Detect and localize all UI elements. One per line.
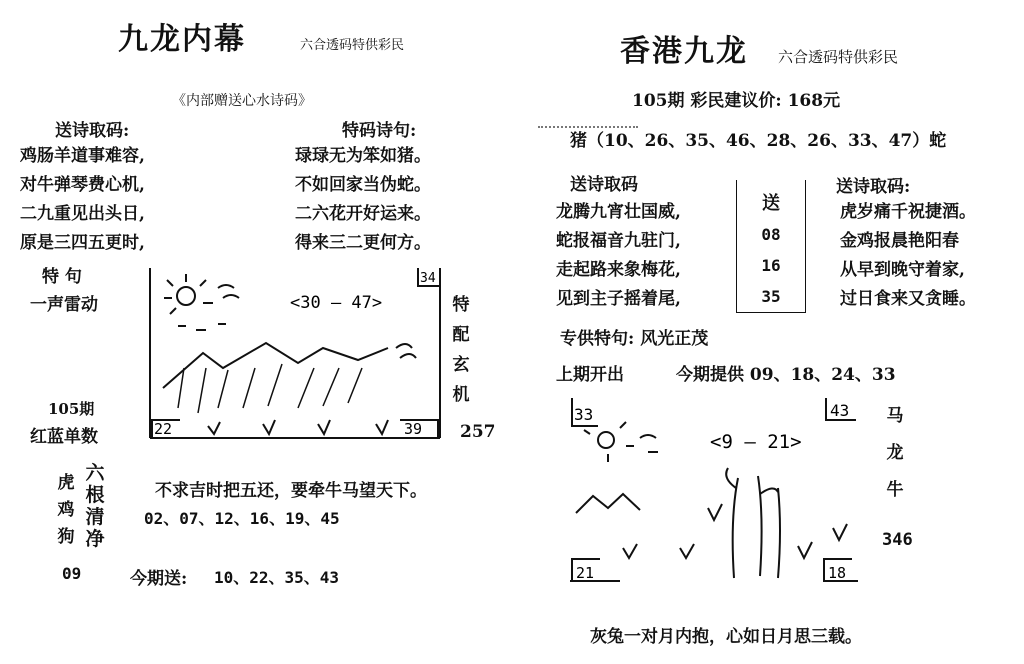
zodiac-char: 鸡 <box>57 500 75 520</box>
right-range-text: <9 — 21> <box>710 431 802 453</box>
special-line: 琭琭无为笨如猪。 <box>295 146 431 166</box>
gift-box-item: 16 <box>761 256 781 275</box>
special-line: 得来三二更何方。 <box>295 233 431 253</box>
left-poem-lines <box>20 142 145 258</box>
left-subtitle: 六合透码特供彩民 <box>300 38 405 53</box>
proverb: 不求吉时把五还，要牵牛马望天下。 <box>155 481 427 501</box>
animals-value: 346 <box>882 530 913 550</box>
numbers-line: 02、07、12、16、19、45 <box>144 509 340 528</box>
mountain-outline-icon <box>576 494 640 513</box>
gift-box-item: 送 <box>762 193 780 214</box>
right-bottom-line: 灰兔一对月内抱，心如日月思三载。 <box>590 627 862 647</box>
left-poem-header: 送诗取码: <box>55 121 130 141</box>
left-corner-br: 39 <box>404 420 423 438</box>
special-phrase: 专供特句: 风光正茂 <box>560 329 709 349</box>
pairing-char: 特配玄机 <box>452 295 470 405</box>
gift-box-item: 35 <box>761 287 781 306</box>
left-corner-tr: 34 <box>420 271 436 286</box>
left-special-lines <box>295 142 431 258</box>
gift-box <box>736 180 806 313</box>
red-blue-label: 红蓝单数 <box>30 427 98 447</box>
right-sketch <box>568 398 868 583</box>
right-title: 香港九龙 <box>620 34 748 69</box>
zodiac-char: 狗 <box>57 527 75 547</box>
bottom-number: 09 <box>62 564 82 583</box>
poem-line: 蛇报福音九驻门, <box>556 231 681 251</box>
sun-rays-icon <box>584 422 658 462</box>
poem-line: 从早到晚守着家, <box>840 260 965 280</box>
left-banner: 《内部赠送心水诗码》 <box>172 93 312 109</box>
tree-icon <box>396 344 416 358</box>
right-poem-header-right: 送诗取码: <box>836 177 911 197</box>
six-roots-column <box>84 462 106 550</box>
six-roots-char: 清 <box>85 506 105 528</box>
tree-trunk-icon <box>733 476 780 578</box>
today-numbers: 10、22、35、43 <box>214 568 340 587</box>
today-provide: 今期提供 09、18、24、33 <box>676 365 896 385</box>
right-corner-tr: 43 <box>830 401 850 420</box>
poem-line: 鸡肠羊道事难容, <box>20 146 145 166</box>
special-line: 不如回家当伪蛇。 <box>295 175 431 195</box>
zodiac-char: 虎 <box>57 473 75 493</box>
right-poem-left <box>556 198 681 314</box>
grass-strokes-icon <box>178 364 362 413</box>
left-period: 105期 <box>48 400 95 418</box>
right-poem-right <box>840 198 976 314</box>
right-period-line: 105期 彩民建议价: 168元 <box>632 91 841 111</box>
rain-dashes-icon <box>178 324 226 330</box>
thunder-label: 一声雷动 <box>30 295 98 315</box>
tree-branch-icon <box>726 468 778 494</box>
poem-line: 龙腾九宵壮国威, <box>556 202 681 222</box>
sun-icon <box>177 287 195 305</box>
right-corner-tl: 33 <box>574 405 594 424</box>
right-subtitle: 六合透码特供彩民 <box>778 48 899 66</box>
today-label: 今期送: <box>130 569 188 589</box>
sprout-icon <box>623 504 847 558</box>
right-corner-bl: 21 <box>576 564 595 582</box>
poem-line: 二九重见出头日, <box>20 204 145 224</box>
animal-char: 龙 <box>886 443 904 463</box>
left-special-header: 特码诗句: <box>342 121 417 141</box>
poem-line: 走起路来象梅花, <box>556 260 681 280</box>
left-title: 九龙内幕 <box>118 22 246 57</box>
special-line: 二六花开好运来。 <box>295 204 431 224</box>
gift-box-item: 08 <box>761 225 781 244</box>
six-roots-char: 六 <box>85 462 105 484</box>
poem-line: 虎岁痛千祝捷酒。 <box>840 202 976 222</box>
poem-line: 过日食来又贪睡。 <box>840 289 976 309</box>
last-period-label: 上期开出 <box>556 365 624 385</box>
pairing-vertical <box>450 290 472 410</box>
left-corner-bl: 22 <box>154 420 173 438</box>
left-range-text: <30 — 47> <box>290 293 383 313</box>
six-roots-char: 根 <box>85 484 105 506</box>
sprout-icon <box>208 420 388 434</box>
sun-icon <box>598 432 614 448</box>
zodiac-column <box>55 470 77 551</box>
animal-char: 牛 <box>886 480 904 500</box>
te-ju-label: 特 句 <box>42 267 82 287</box>
six-roots-char: 净 <box>85 528 105 550</box>
poem-line: 原是三四五更时, <box>20 233 145 253</box>
animal-char: 马 <box>886 406 904 426</box>
poem-line: 对牛弹琴费心机, <box>20 175 145 195</box>
poem-line: 见到主子摇着尾, <box>556 289 681 309</box>
pig-line: 猪（10、26、35、46、28、26、33、47）蛇 <box>570 131 947 151</box>
pairing-value: 257 <box>460 422 496 442</box>
right-corner-br: 18 <box>828 564 847 582</box>
animals-vertical <box>884 398 906 509</box>
left-sketch <box>148 268 443 440</box>
poem-line: 金鸡报晨艳阳春 <box>840 231 959 251</box>
sun-rays-icon <box>164 274 213 314</box>
cloud-icon <box>218 285 239 298</box>
right-poem-header-left: 送诗取码 <box>570 175 638 195</box>
